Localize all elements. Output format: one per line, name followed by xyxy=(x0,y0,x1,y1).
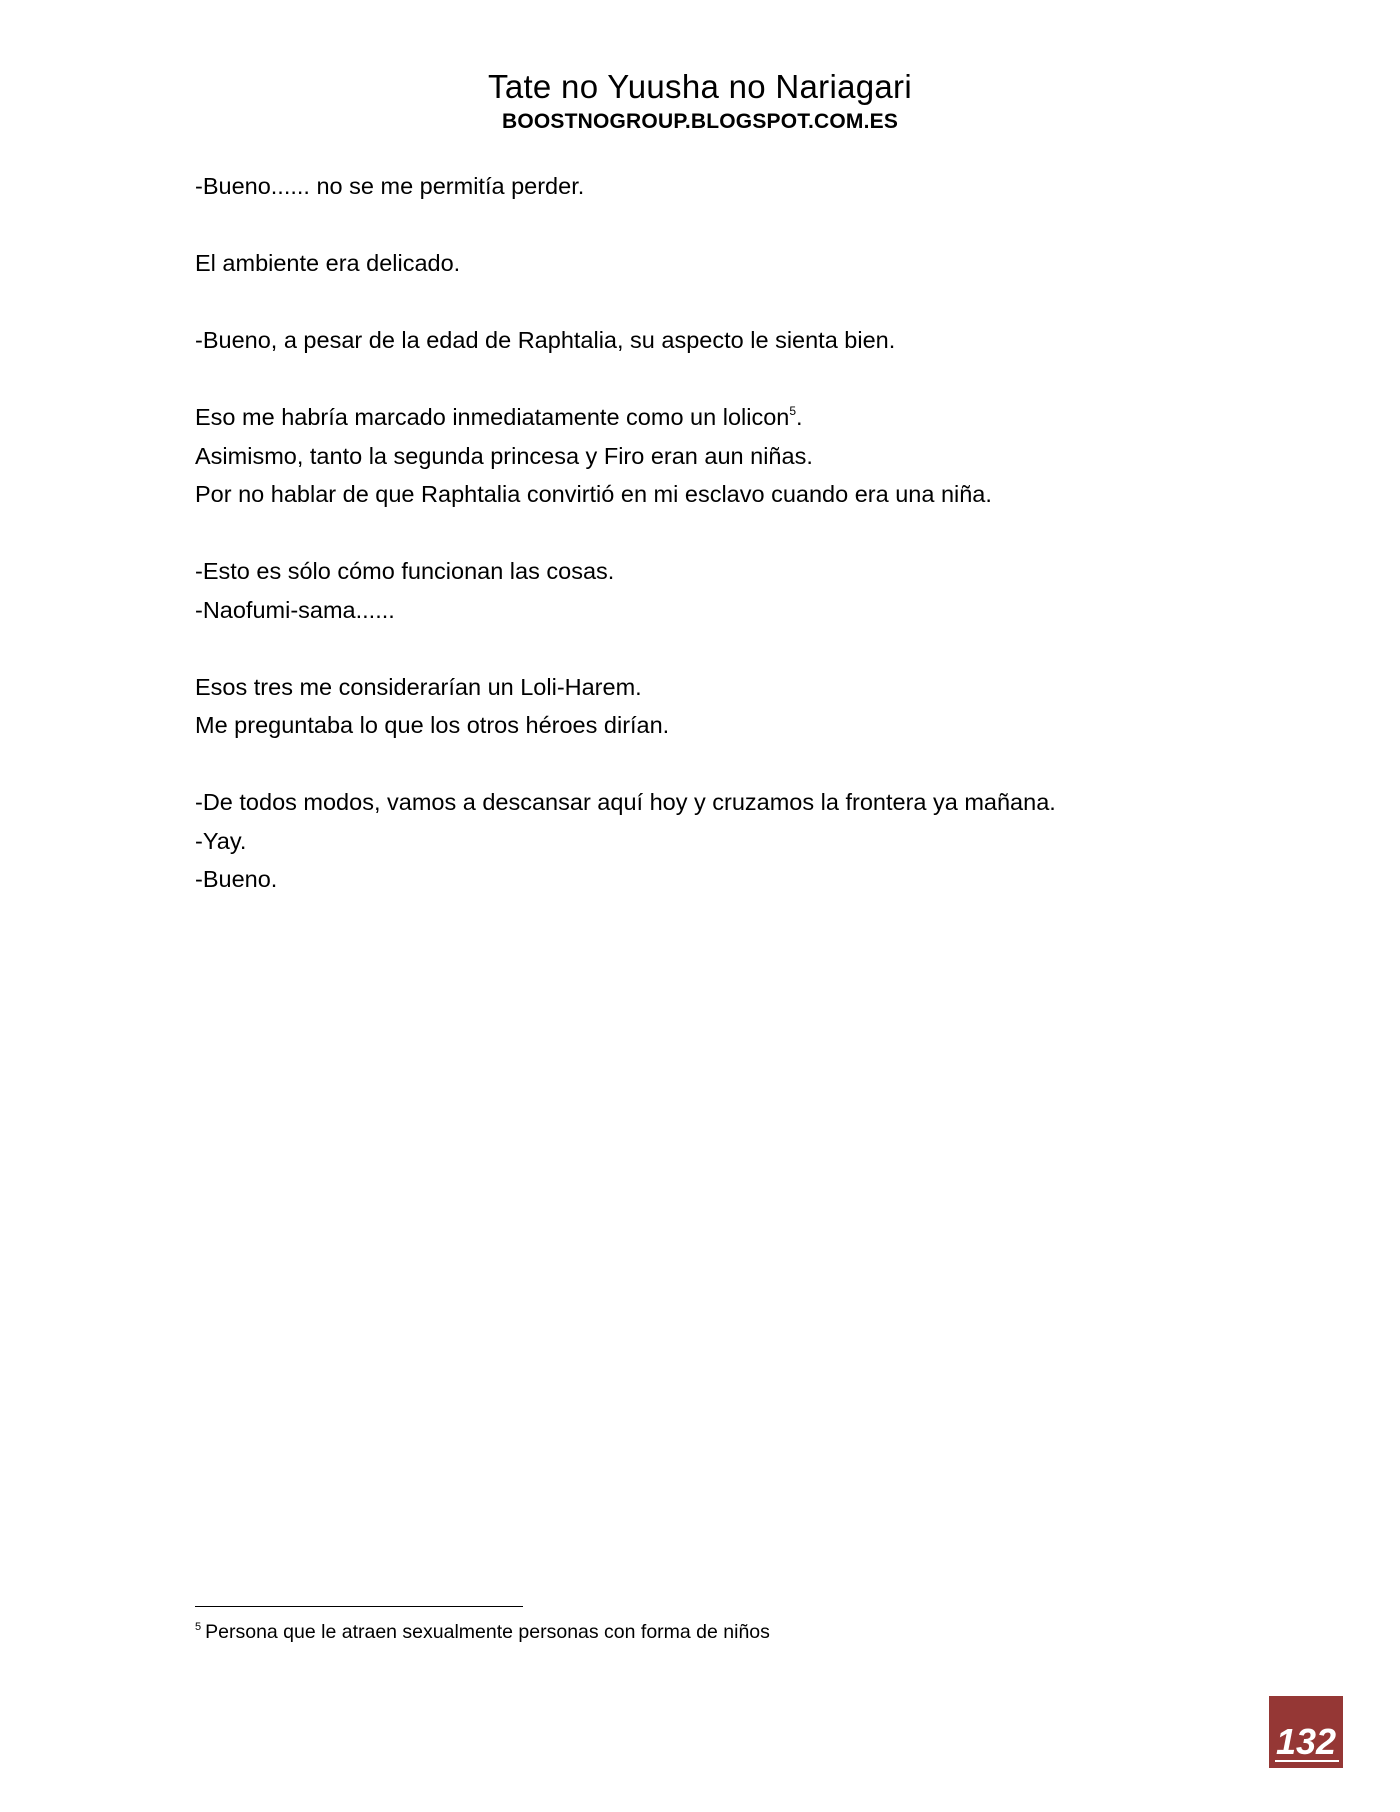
text-line: El ambiente era delicado. xyxy=(195,250,461,276)
blank-line xyxy=(195,360,1195,399)
text-line: Asimismo, tanto la segunda princesa y Firo eran aun niñas. xyxy=(195,442,813,469)
text-line: Me preguntaba lo que los otros héroes dirían. xyxy=(195,712,670,738)
text-line: -Bueno...... no se me permitía perder. xyxy=(195,173,585,199)
line-suffix: . xyxy=(796,404,803,430)
text-line: Por no hablar de que Raphtalia convirtió en mi esclavo cuando era una niña. xyxy=(195,481,992,507)
page-number-underline xyxy=(1275,1760,1339,1762)
footnote-mark: 5 xyxy=(195,1621,202,1633)
body-text xyxy=(195,167,1195,899)
blank-line xyxy=(195,745,1195,784)
blank-line xyxy=(195,514,1195,553)
text-line: Esos tres me considerarían un Loli-Harem. xyxy=(195,673,642,700)
blank-line xyxy=(195,206,1195,245)
text-line: -De todos modos, vamos a descansar aquí hoy y cruzamos la frontera ya mañana. xyxy=(195,789,1056,815)
text-line: -Bueno. xyxy=(195,866,278,892)
book-title: Tate no Yuusha no Nariagari xyxy=(488,68,912,105)
footnote-text: Persona que le atraen sexualmente personas con forma de niños xyxy=(205,1621,770,1643)
blank-line xyxy=(195,629,1195,668)
footnote-separator xyxy=(195,1606,523,1607)
footnote xyxy=(195,1618,770,1646)
footnote-reference[interactable]: 5 xyxy=(789,404,797,418)
page-header xyxy=(0,66,1400,136)
text-line: -Naofumi-sama...... xyxy=(195,596,395,623)
text-line-with-footnote xyxy=(195,398,1195,437)
text-line: -Esto es sólo cómo funcionan las cosas. xyxy=(195,558,615,584)
blank-line xyxy=(195,283,1195,322)
text-line: -Yay. xyxy=(195,827,247,854)
text-line: -Bueno, a pesar de la edad de Raphtalia, su aspecto le sienta bien. xyxy=(195,327,896,353)
page-number: 132 xyxy=(1275,1721,1337,1762)
site-url: BOOSTNOGROUP.BLOGSPOT.COM.ES xyxy=(501,110,899,133)
line-text: Eso me habría marcado inmediatamente como un lolicon xyxy=(195,404,790,430)
